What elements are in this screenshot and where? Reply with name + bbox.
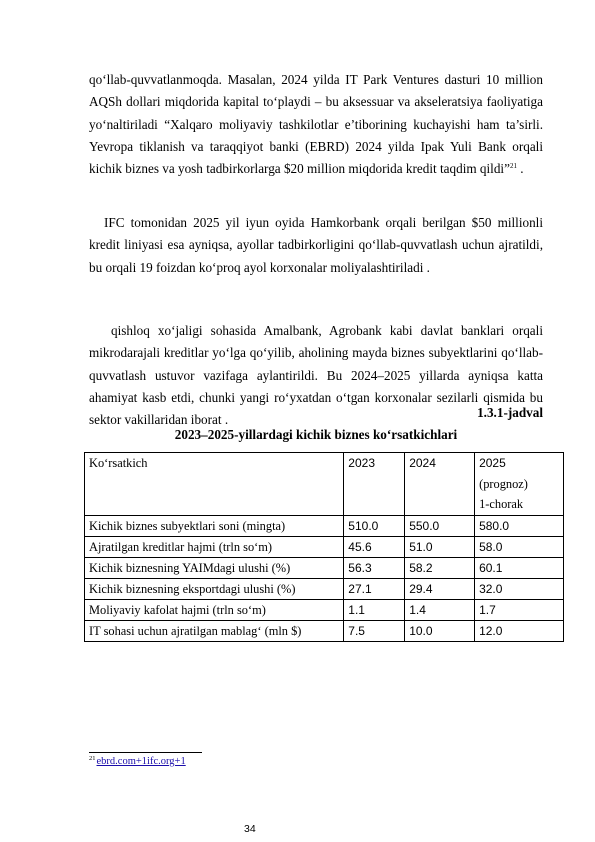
row-value-2023: 1.1 [344,599,405,620]
table-number: 1.3.1-jadval [477,405,543,420]
row-value-2025: 580.0 [475,515,564,536]
header-2023-label: 2023 [348,456,375,470]
paragraph-3: qishloq xo‘jaligi sohasida Amalbank, Agrobank kabi davlat banklari orqali mikrodarajali kreditlar yo‘lga qo‘yilib, aholining mayda biznes subyektlarini qo‘llab-quvvatlash ustuvor vazifaga aylantirildi. Bu 2024–2025 yillarda ayniqsa katta ahamiyat kasb etdi, chunki yangi ro‘yxatdan o‘tgan korxonalar sezilarli qismida bu sektor vakillaridan iborat . [89,323,543,428]
row-indicator: Kichik biznes subyektlari soni (mingta) [85,515,344,536]
paragraph-1-tail: . [516,161,524,177]
row-value-2023: 56.3 [344,557,405,578]
row-indicator: Ajratilgan kreditlar hajmi (trln so‘m) [85,536,344,557]
header-indicator [85,453,344,516]
row-indicator: Kichik biznesning eksportdagi ulushi (%) [85,578,344,599]
row-value-2024: 10.0 [405,620,475,641]
paragraph-1-text: qo‘llab-quvvatlanmoqda. Masalan, 2024 yilda IT Park Ventures dasturi 10 million AQSh dollari miqdorida kapital to‘playdi – bu aksessuar va akseleratsiya faoliyatiga yo‘naltiriladi “Xalqaro moliyaviy tashkilotlar e’tiborining kuchayishi ham ta’sirli. Yevropa tiklanish va taraqqiyot banki (EBRD) 2024 yilda Ipak Yuli Bank orqali kichik biznes va yosh tadbirkorlarga $20 million miqdorida kredit taqdim qildi” [89,72,543,177]
header-2025-year: 2025 [479,456,506,470]
row-value-2023: 510.0 [344,515,405,536]
indicators-table [84,452,564,642]
row-value-2023: 45.6 [344,536,405,557]
row-value-2024: 29.4 [405,578,475,599]
footnote [89,755,186,767]
paragraph-1 [89,69,543,180]
header-2024-label: 2024 [409,456,436,470]
paragraph-2: IFC tomonidan 2025 yil iyun oyida Hamkorbank orqali berilgan $50 millionli kredit liniyasi esa ayniqsa, ayollar tadbirkorligini qo‘llab-quvvatlash uchun ajratildi, bu orqali 19 foizdan ko‘proq ayol korxonalar moliyalashtiriladi . [89,215,543,275]
row-value-2024: 550.0 [405,515,475,536]
row-value-2025: 32.0 [475,578,564,599]
header-2025 [475,453,564,516]
row-value-2025: 60.1 [475,557,564,578]
header-2025-forecast: (prognoz) [479,476,528,491]
table-title: 2023–2025-yillardagi kichik biznes ko‘rsatkichlari [174,427,458,442]
page-number: 34 [244,823,256,835]
row-value-2023: 7.5 [344,620,405,641]
table-row [85,515,564,536]
table-row [85,620,564,641]
row-indicator: IT sohasi uchun ajratilgan mablag‘ (mln $) [85,620,344,641]
row-value-2024: 51.0 [405,536,475,557]
footnote-mark: 21 [89,755,96,762]
row-value-2025: 58.0 [475,536,564,557]
row-value-2024: 58.2 [405,557,475,578]
footnote-reference[interactable]: 21 [509,162,517,171]
table-row [85,536,564,557]
row-indicator: Moliyaviy kafolat hajmi (trln so‘m) [85,599,344,620]
row-value-2025: 12.0 [475,620,564,641]
row-value-2023: 27.1 [344,578,405,599]
row-value-2025: 1.7 [475,599,564,620]
header-2024 [405,453,475,516]
footnote-separator [89,752,202,753]
row-indicator: Kichik biznesning YAIMdagi ulushi (%) [85,557,344,578]
header-2023 [344,453,405,516]
header-2025-quarter: 1-chorak [479,497,524,511]
row-value-2024: 1.4 [405,599,475,620]
header-indicator-label: Ko‘rsatkich [89,456,148,470]
footnote-link[interactable]: ebrd.com+1ifc.org+1 [96,756,186,767]
table-row [85,599,564,620]
table-row [85,557,564,578]
table-header-row [85,453,564,516]
table-row [85,578,564,599]
